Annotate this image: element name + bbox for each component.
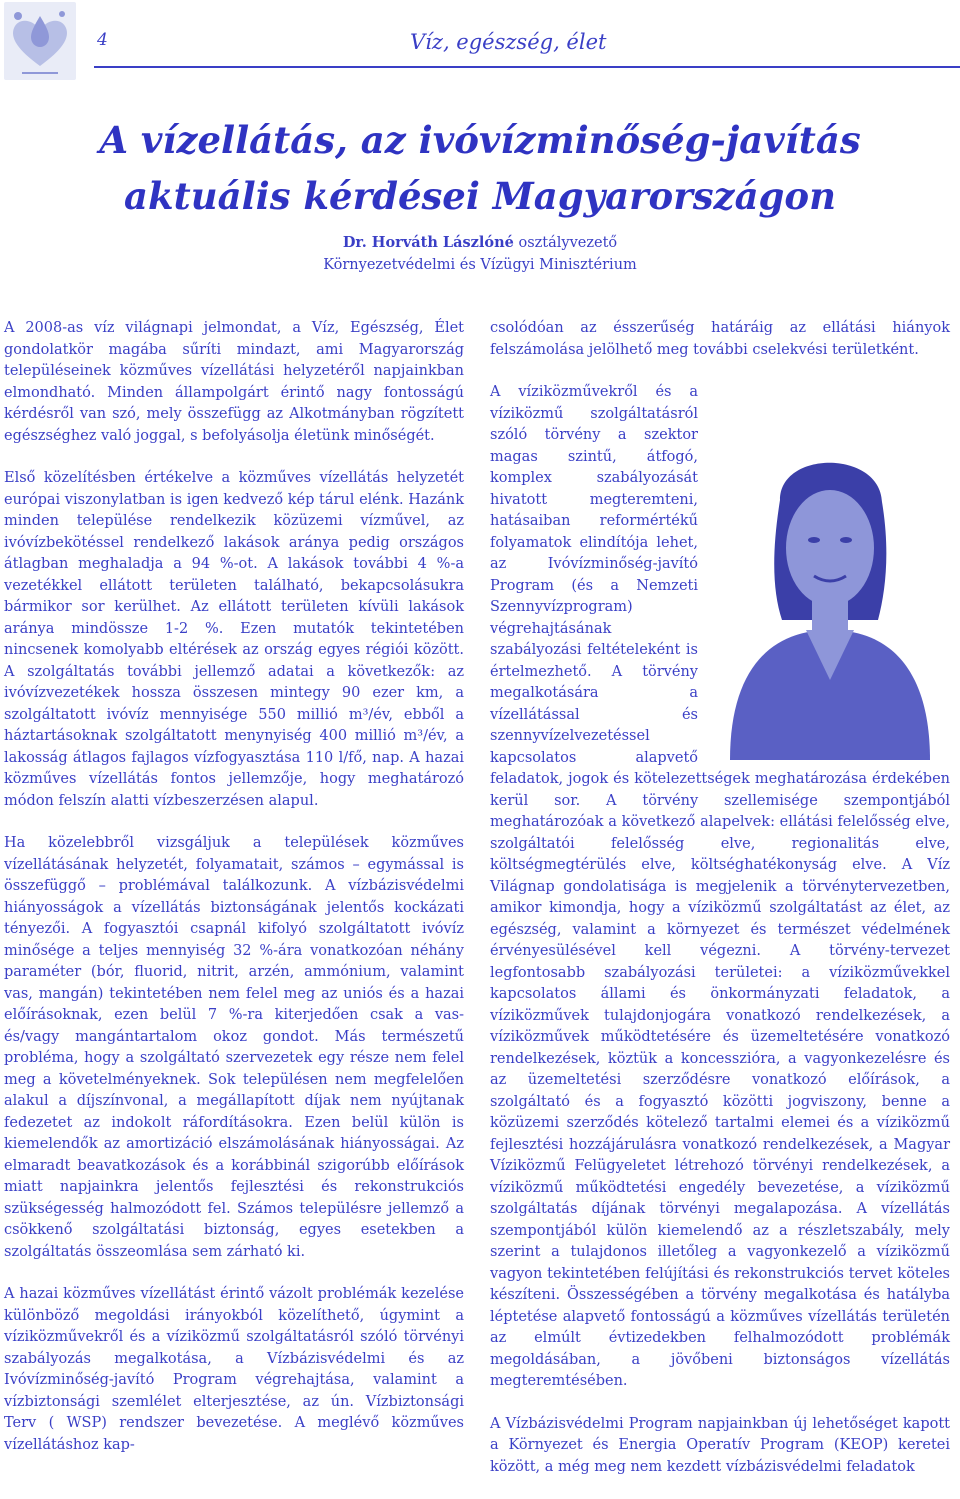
title-line-2: aktuális kérdései Magyarországon [124,174,836,218]
author-portrait-photo [710,430,950,760]
author-line [0,232,960,254]
paragraph: A hazai közműves vízellátást érintő vázolt problémák kezelése különböző megoldási irányokból közelíthető, úgymint a víziközművekről és a víziközmű szolgáltatásról szóló törvényi szabályozás megalkotása, a Vízbázisvédelmi és az Ivóvízminőség-javító Program végrehajtása, valamint a vízbiztonsági szemlélet elterjesztése, az ún. Vízbiztonsági Terv ( WSP) rendszer bevezetése. A meglévő közműves vízellátáshoz kap- [4,1286,464,1453]
header-divider [94,66,960,68]
paragraph: A 2008-as víz világnapi jelmondat, a Víz, Egészség, Élet gondolatkör magába sűríti mindazt, ami Magyarország településeinek közműves vízellátási helyzetéről napjainkban elmondható. Minden állampolgárt érintő nagy fontosságú kérdésről van szó, mely összefügg az Alkotmányban rögzített egészséghez való joggal, s befolyásolja életünk minőségét. [4,320,464,444]
title-line-1: A vízellátás, az ivóvízminőség-javítás [99,118,861,162]
paragraph: csolódóan az ésszerűség határáig az ellátási hiányok felszámolása jelölhető meg további cselekvési területként. [490,320,950,358]
paragraph: Első közelítésben értékelve a közműves vízellátás helyzetét európai viszonylatban is igen kedvező kép tárul elénk. Hazánk minden települése rendelkezik közüzemi vízművel, az ivóvízbekötéssel rendelkező lakások aránya pedig országos átlagban meghaladja a 94 %-ot. A lakások további 4 %-a vezetékkel ellátott területen található, bekapcsolásukra bármikor sor kerülhet. Az ellátott területen kívüli lakások aránya mindössze 1-2 %. Ezen mutatók tekintetében nincsenek komolyabb eltérések az ország egyes régiói között. A szolgáltatás további jellemző adatai a következők: az ivóvízvezetékek hossza összesen mintegy 90 ezer km, a szolgáltatott ivóvíz mennyisége 550 millió m³/év, ebből a háztartásoknak szolgáltatott menynyiség 400 millió m³/év, a lakosság átlagos fajlagos vízfogyasztása 110 l/fő, nap. A hazai közműves vízellátás fontos jellemzője, hogy meghatározó módon felszín alatti vízbeszerzésen alapul. [4,470,464,809]
page-number: 4 [97,30,108,50]
paragraph: Ha közelebbről vizsgáljuk a települések közműves vízellátásának helyzetét, folyamatait, számos – egymással is összefüggő – problémával találkozunk. A vízbázisvédelmi hiányosságok a vízellátás biztonságának jelentős kockázati tényezői. A fogyasztói csapnál kifolyó szolgáltatott ivóvíz minősége a teljes mennyiség 32 %-ára vonatkozóan néhány paraméter (bór, fluorid, nitrit, arzén, ammónium, valamint vas, mangán) tekintetében nem felel meg az uniós és a hazai előírásoknak, ezen belül 7 %-ra kiterjedően csak a vas- és/vagy mangántartalom okoz gondot. Más természetű probléma, hogy a szolgáltató szervezetek egy része nem felel meg a követelményeknek. Sok településen nem megfelelően alakul a díjszínvonal, a megállapított díjak nem nyújtanak fedezetet az indokolt ráfordításokra. Ezen belül külön is kiemelendők az amortizáció elszámolásának hiányosságai. Az elmaradt beavatkozások és a korábbinál szigorúbb előírások miatt napjainkra jelentős fejlesztési és rekonstrukciós szükségesség halmozódott fel. Számos településre jellemző a csökkenő szolgáltatási biztonság, egyes esetekben a szolgáltatás összeomlása sem zárható ki. [4,835,464,1260]
paragraph: A víziközművekről és a víziközmű szolgáltatásról szóló törvény a szektor magas szintű, átfogó, komplex szabályozását hivatott megteremteni, hatásaiban reformértékű folyamatok elindítója lehet, az Ivóvízminőség-javító Program (és a Nemzeti Szennyvízprogram) végrehajtásának szabályozási feltételeként is értelmezhető. A törvény megalkotására a vízellátással és szennyvízelvezetéssel kapcsolatos alapvető feladatok, jogok és kötelezettségek meghatározása érdekében kerül sor. A törvény szellemisége szempontjából meghatározóak a következő alapelvek: ellátási felelősség elve, szolgáltatói felelősség elve, regionalitás elve, költségmegtérülés elve, költséghatékonyság elve. A Víz Világnap gondolatisága is megjelenik a törvénytervezetben, amikor kimondja, hogy a víziközmű szolgáltatást az élet, az egészség, valamint a környezet és természet védelmének érvényesülésével kell végezni. A törvény-tervezet legfontosabb szabályozási területei: a víziközművekkel kapcsolatos állami és önkormányzati feladatok, a víziközművek tulajdonjogára vonatkozó rendelkezések, a víziközművek működtetésére és üzemeltetésére vonatkozó rendelkezések, köztük a koncesszióra, a vagyonkezelésre és az üzemeltetési szerződésre vonatkozó előírások, a szolgáltató és a fogyasztó közötti jogviszony, benne a közüzemi szerződés kötelező tartalmi elemei és a víziközmű fejlesztési hozzájárulásra vonatkozó rendelkezések, a Magyar Víziközmű Felügyeletet létrehozó törvényi rendelkezések, a víziközmű működtetési engedély bevezetése, a víziközmű szolgáltatás díjának törvényi megalapozása. A vízellátás szempontjából külön kiemelendő az a részletszabály, mely szerint a tulajdonos illetőleg a vagyonkezelő a víziközmű vagyon tekintetében felújítási és rekonstrukciós tervet köteles készíteni. Összességében a törvény megalkotása és hatálybа léptetése alapvető fontosságú a közműves vízellátás területén az elmúlt évtizedekben felhalmozódott problémák megoldásában, a jövőbeni biztonságos vízellátás megteremtésében. [490,384,950,1389]
author-block [0,232,960,276]
journal-title: Víz, egészség, élet [410,30,607,54]
left-column [4,318,464,1477]
author-role: osztályvezető [513,235,618,251]
right-column [490,318,950,1499]
paragraph: A Vízbázisvédelmi Program napjainkban új lehetőséget kapott a Környezet és Energia Operatív Program (KEOP) keretei között, a még meg nem kezdett vízbázisvédelmi feladatok [490,1415,950,1475]
journal-logo [4,2,76,80]
author-name: Dr. Horváth Lászlóné [342,234,514,251]
author-institution: Környezetvédelmi és Vízügyi Minisztérium [323,257,637,273]
article-title [60,112,900,224]
